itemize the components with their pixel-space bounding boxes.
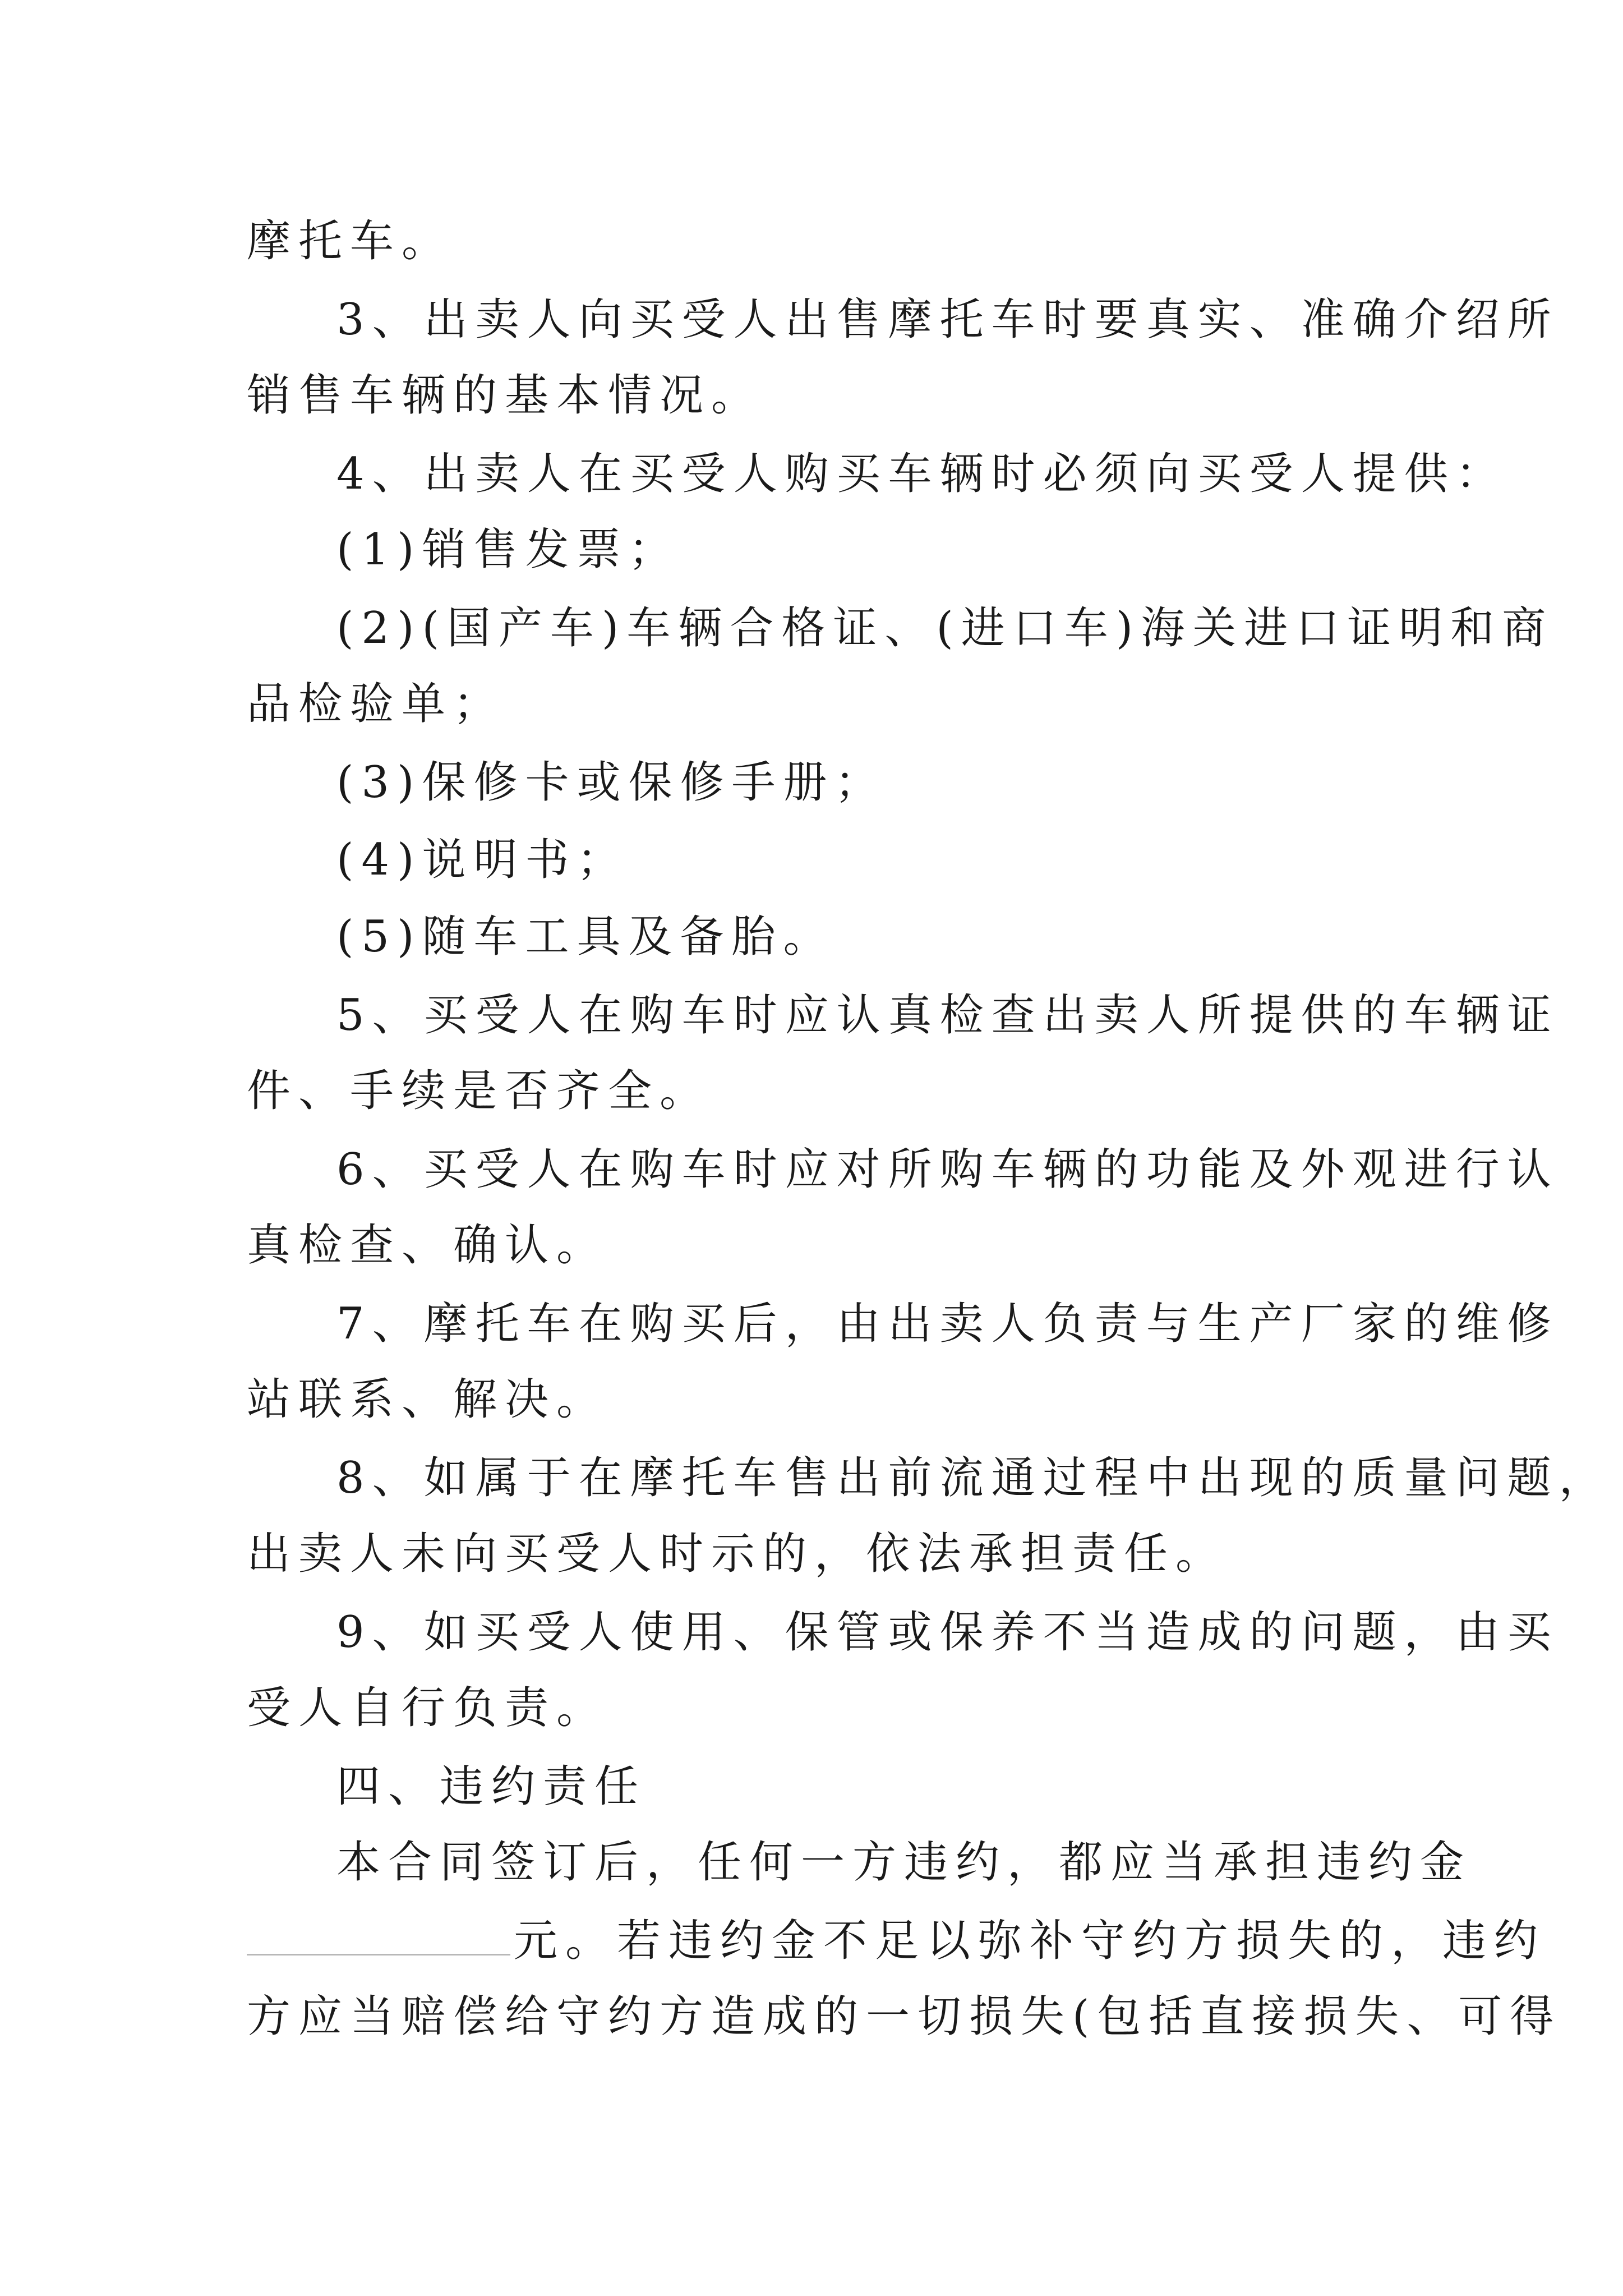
text-line: 3、出卖人向买受人出售摩托车时要真实、准确介绍所 xyxy=(336,295,1559,345)
text-line: 9、如买受人使用、保管或保养不当造成的问题，由买 xyxy=(336,1607,1559,1658)
text-line: (5)随车工具及备胎。 xyxy=(336,912,835,962)
text-line: 7、摩托车在购买后，由出卖人负责与生产厂家的维修 xyxy=(336,1299,1559,1349)
text-line: 受人自行负责。 xyxy=(247,1683,608,1733)
text-line: 件、手续是否齐全。 xyxy=(247,1066,712,1116)
text-line: (3)保修卡或保修手册； xyxy=(336,757,887,808)
text-line: (1)销售发票； xyxy=(336,524,680,575)
text-line: 本合同签订后，任何一方违约，都应当承担违约金 xyxy=(336,1837,1472,1888)
text-line: 真检查、确认。 xyxy=(247,1220,608,1271)
text-line: 站联系、解决。 xyxy=(247,1374,608,1425)
text-line: 6、买受人在购车时应对所购车辆的功能及外观进行认 xyxy=(336,1144,1559,1195)
text-line-with-blank xyxy=(247,1910,1546,1972)
text-line: 品检验单； xyxy=(247,679,505,729)
text-line: 4、出卖人在买受人购买车辆时必须向买受人提供： xyxy=(336,449,1507,499)
text-line: 方应当赔偿给守约方造成的一切损失(包括直接损失、可得 xyxy=(247,1991,1562,2042)
text-line: (4)说明书； xyxy=(336,835,629,885)
text-line-rest: 元。若违约金不足以弥补守约方损失的，违约 xyxy=(514,1916,1546,1966)
text-line: 8、如属于在摩托车售出前流通过程中出现的质量问题， xyxy=(336,1453,1611,1503)
text-line: 5、买受人在购车时应认真检查出卖人所提供的车辆证 xyxy=(336,990,1559,1041)
text-line: (2)(国产车)车辆合格证、(进口车)海关进口证明和商 xyxy=(336,603,1554,654)
section-heading: 四、违约责任 xyxy=(336,1761,647,1812)
text-line: 摩托车。 xyxy=(247,216,454,266)
text-line: 出卖人未向买受人时示的，依法承担责任。 xyxy=(247,1529,1228,1579)
fill-in-blank xyxy=(247,1910,510,1955)
text-line: 销售车辆的基本情况。 xyxy=(247,370,763,421)
